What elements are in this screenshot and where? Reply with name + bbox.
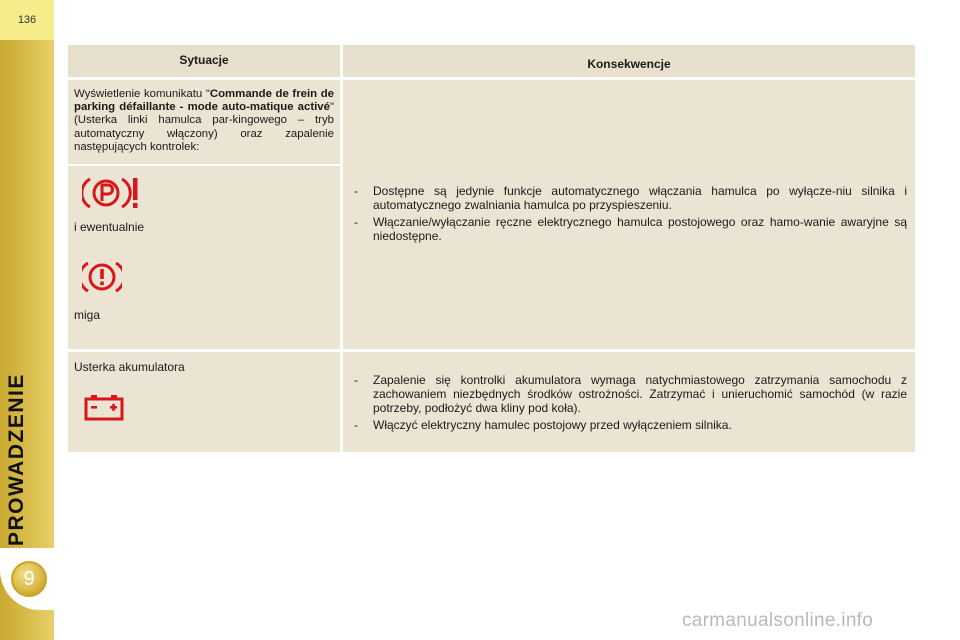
chapter-title: PROWADZENIE [5, 373, 28, 546]
bullet-dash: - [354, 184, 358, 198]
consequence-cell-battery [343, 352, 915, 452]
chapter-number-badge: 9 [11, 561, 47, 597]
situation-description [68, 80, 340, 164]
table-header-row [68, 45, 915, 77]
bullet-text: Włączyć elektryczny hamulec postojowy przed wyłączeniem silnika. [373, 418, 732, 432]
parking-brake-warning-icon [82, 175, 142, 211]
bullet-text: Zapalenie się kontrolki akumulatora wymaga natychmiastowego zatrzymania samochodu z zachowaniem niezbędnych środków ostrożności. Zatrzymać i unieruchomić samochód (w razie potrzeby, podłożyć dwa kliny pod koła). [373, 373, 907, 415]
blinking-text: miga [74, 308, 101, 322]
bullet-dash: - [354, 215, 358, 229]
page-number: 136 [0, 0, 54, 40]
header-consequences: Konsekwencje [343, 45, 915, 77]
header-situations: Sytuacje [68, 45, 340, 77]
sidebar [0, 0, 54, 640]
table-row [68, 352, 915, 452]
situation-cell-battery [68, 352, 340, 452]
situation-battery-fault: Usterka akumulatora [74, 360, 185, 374]
intro-text-end: " (Usterka linki hamulca par-kingowego – tryb automatyczny włączony) oraz zapalenie następujących kontrolek: [74, 101, 334, 153]
list-item [351, 418, 907, 432]
list-item [351, 373, 907, 415]
consequence-cell-parking-brake [343, 80, 915, 349]
battery-icon [84, 392, 124, 422]
brake-warning-icon [82, 259, 122, 295]
sidebar-bottom [0, 610, 54, 640]
watermark: carmanualsonline.info [682, 610, 874, 631]
situation-cell-parking-brake [68, 80, 340, 349]
list-item [351, 184, 907, 212]
bullet-text: Włączanie/wyłączanie ręczne elektrycznego hamulca postojowego oraz hamo-wanie awaryjne są niedostępne. [373, 215, 907, 243]
intro-text-start: Wyświetlenie komunikatu " [74, 88, 210, 100]
bullet-dash: - [354, 418, 358, 432]
bullet-text: Dostępne są jedynie funkcje automatycznego włączania hamulca po wyłącze-niu silnika i automatycznego zwalniania hamulca po przyspieszeniu. [373, 184, 907, 212]
table-row [68, 80, 915, 349]
warning-lamps-area [68, 166, 340, 349]
bullet-dash: - [354, 373, 358, 387]
list-item [351, 215, 907, 243]
or-possibly-text: i ewentualnie [74, 220, 145, 234]
display-message: Commande de frein de parking défaillante - mode auto-matique activé [74, 88, 334, 114]
situations-table [68, 45, 915, 452]
